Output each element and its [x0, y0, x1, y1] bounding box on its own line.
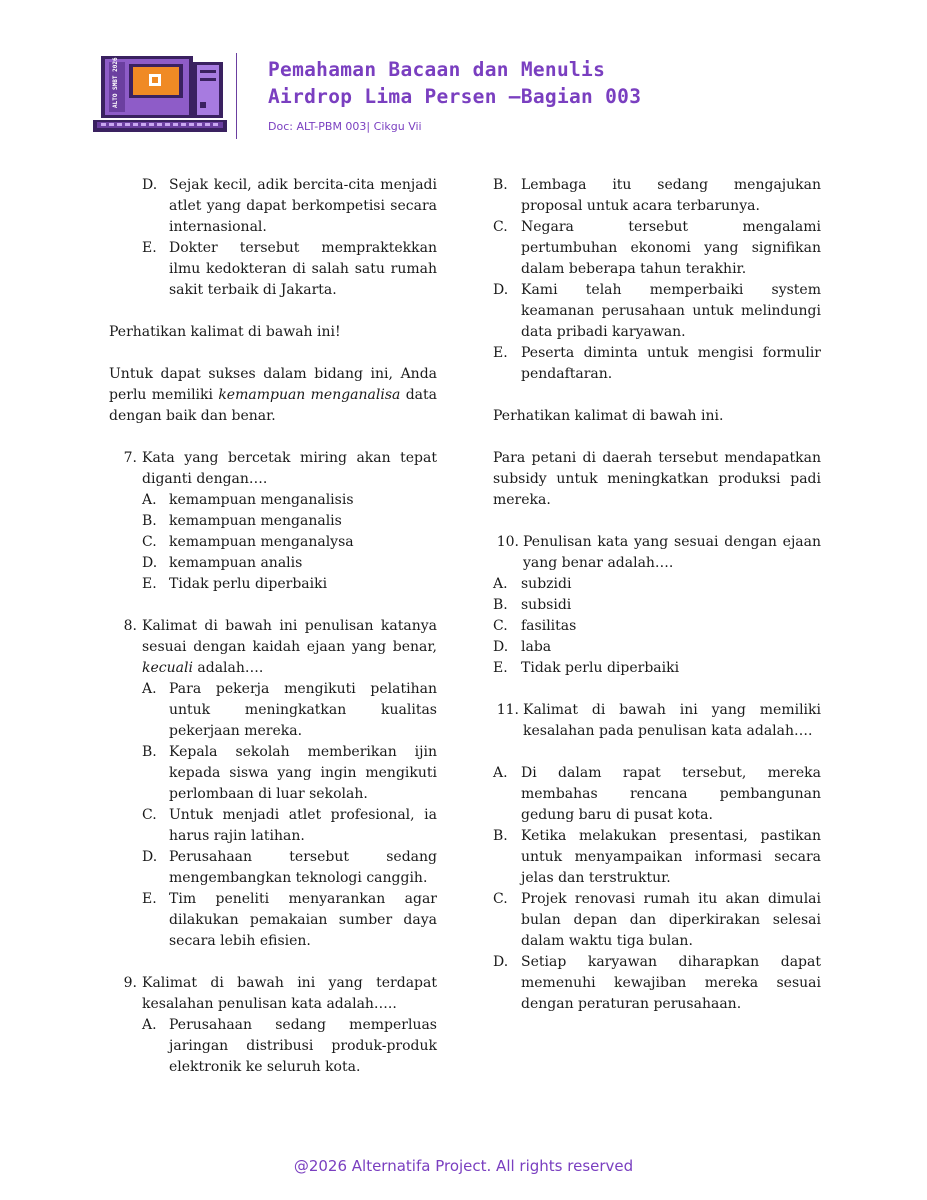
question-text: Kalimat di bawah ini yang terdapat kesalahan penulisan kata adalah…..: [142, 975, 437, 1012]
q10-option-a: A. subzidi: [493, 576, 572, 592]
page-header: [0, 0, 927, 150]
q7-option-a: A. kemampuan menganalisis: [142, 492, 354, 508]
doc-reference: Doc: ALT-PBM 003| Cikgu Vii: [268, 120, 422, 133]
q8-option-d: D. Perusahaan tersebut sedang mengembangkan teknologi canggih.: [142, 849, 437, 886]
question-number: 8.: [123, 618, 137, 634]
question-text: Kalimat di bawah ini penulisan katanya sesuai dengan kaidah ejaan yang benar, kecuali adalah….: [142, 618, 437, 676]
question-number: 7.: [123, 450, 137, 466]
title-line-2: Airdrop Lima Persen –Bagian 003: [268, 85, 642, 108]
option-letter: E.: [142, 240, 157, 256]
option-letter: D.: [142, 177, 158, 193]
italic-phrase: kemampuan menganalisa: [218, 387, 401, 403]
question-number: 10.: [496, 534, 519, 550]
right-column: [493, 175, 821, 1015]
option-e: [109, 238, 437, 301]
q11-option-d: D. Setiap karyawan diharapkan dapat memenuhi kewajiban mereka sesuai dengan peraturan perusahaan.: [493, 954, 821, 1012]
q8-option-a: A. Para pekerja mengikuti pelatihan untuk meningkatkan kualitas pekerjaan mereka.: [142, 681, 437, 739]
svg-text:ALTO SMBT 2026: ALTO SMBT 2026: [112, 57, 119, 108]
retro-computer-icon: [93, 54, 227, 134]
question-text: Penulisan kata yang sesuai dengan ejaan yang benar adalah….: [523, 534, 821, 571]
question-7: [109, 448, 437, 490]
question-number: 11.: [496, 702, 519, 718]
left-column: [109, 175, 437, 1078]
title-line-1: Pemahaman Bacaan dan Menulis: [268, 58, 606, 81]
question-11: [493, 700, 821, 742]
q10-option-e: E. Tidak perlu diperbaiki: [493, 660, 680, 676]
q7-option-e: E. Tidak perlu diperbaiki: [142, 576, 328, 592]
q9-option-d: D. Kami telah memperbaiki system keamanan perusahaan untuk melindungi data pribadi karyawan.: [493, 282, 821, 340]
q9-option-b: B. Lembaga itu sedang mengajukan proposal untuk acara terbarunya.: [493, 177, 821, 214]
passage-text: Untuk dapat sukses dalam bidang ini, Anda perlu memiliki kemampuan menganalisa data dengan baik dan benar.: [109, 366, 437, 424]
question-text: Kata yang bercetak miring akan tepat diganti dengan….: [142, 450, 437, 487]
page-footer: @2026 Alternatifa Project. All rights reserved: [293, 1157, 634, 1175]
question-9: [109, 973, 437, 1015]
q8-option-b: B. Kepala sekolah memberikan ijin kepada siswa yang ingin mengikuti perlombaan di luar sekolah.: [142, 744, 437, 802]
q9-option-c: C. Negara tersebut mengalami pertumbuhan ekonomi yang signifikan dalam beberapa tahun terakhir.: [493, 219, 821, 277]
q7-option-c: C. kemampuan menganalysa: [142, 534, 354, 550]
q9-option-e: E. Peserta diminta untuk mengisi formulir pendaftaran.: [493, 345, 821, 382]
question-8: [109, 616, 437, 679]
option-text: Sejak kecil, adik bercita-cita menjadi atlet yang dapat berkompetisi secara internasional.: [169, 177, 437, 235]
header-divider: [236, 53, 237, 139]
instruction-text: Perhatikan kalimat di bawah ini.: [493, 408, 724, 424]
question-10: [493, 532, 821, 574]
page-title: [268, 56, 828, 110]
q9-option-a: A. Perusahaan sedang memperluas jaringan distribusi produk-produk elektronik ke seluruh kota.: [142, 1017, 437, 1075]
q11-option-b: B. Ketika melakukan presentasi, pastikan untuk menyampaikan informasi secara jelas dan terstruktur.: [493, 828, 821, 886]
q10-option-b: B. subsidi: [493, 597, 572, 613]
option-text: Dokter tersebut mempraktekkan ilmu kedokteran di salah satu rumah sakit terbaik di Jakarta.: [169, 240, 437, 298]
italic-word: kecuali: [142, 660, 193, 676]
passage-text: Para petani di daerah tersebut mendapatkan subsidy untuk meningkatkan produksi padi mereka.: [493, 450, 821, 508]
q11-option-a: A. Di dalam rapat tersebut, mereka membahas rencana pembangunan gedung baru di pusat kota.: [493, 765, 821, 823]
q8-option-c: C. Untuk menjadi atlet profesional, ia harus rajin latihan.: [142, 807, 437, 844]
question-text: Kalimat di bawah ini yang memiliki kesalahan pada penulisan kata adalah….: [523, 702, 821, 739]
q8-option-e: E. Tim peneliti menyarankan agar dilakukan pemakaian sumber daya secara lebih efisien.: [142, 891, 437, 949]
q10-option-c: C. fasilitas: [493, 618, 577, 634]
q11-option-c: C. Projek renovasi rumah itu akan dimulai bulan depan dan diperkirakan selesai dalam waktu tiga bulan.: [493, 891, 821, 949]
q7-option-d: D. kemampuan analis: [142, 555, 303, 571]
instruction-text: Perhatikan kalimat di bawah ini!: [109, 324, 341, 340]
option-d: [109, 175, 437, 238]
question-number: 9.: [123, 975, 137, 991]
q10-option-d: D. laba: [493, 639, 552, 655]
q7-option-b: B. kemampuan menganalis: [142, 513, 342, 529]
